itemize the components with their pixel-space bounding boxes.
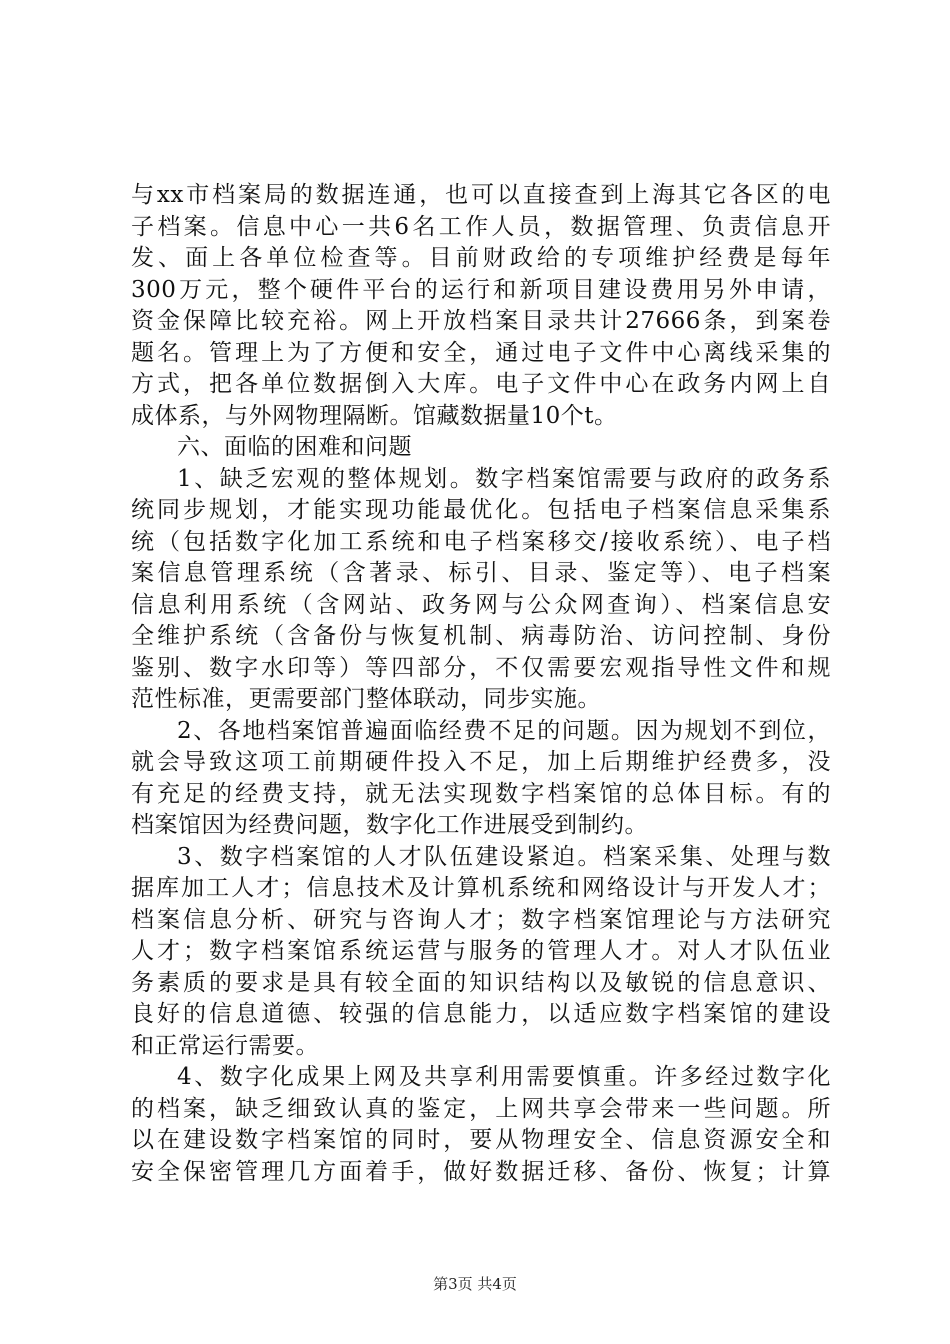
text-line: 和正常运行需要。 [131, 1032, 319, 1059]
text-line: 3、数字档案馆的人才队伍建设紧迫。档案采集、处理与数 [177, 843, 831, 870]
text-line: 全维护系统（含备份与恢复机制、病毒防治、访问控制、身份 [131, 623, 831, 649]
text-line: 六、面临的困难和问题 [177, 434, 412, 460]
paragraph [131, 716, 831, 842]
text-line: 方式，把各单位数据倒入大库。电子文件中心在政务内网上自 [131, 371, 831, 397]
text-line: 安全保密管理几方面着手，做好数据迁移、备份、恢复；计算 [131, 1158, 831, 1185]
text-line: 据库加工人才；信息技术及计算机系统和网络设计与开发人才； [131, 875, 831, 901]
text-line: 档案信息分析、研究与咨询人才；数字档案馆理论与方法研究 [131, 906, 831, 933]
text-line: 统同步规划，才能实现功能最优化。包括电子档案信息采集系 [131, 497, 831, 523]
text-line: 档案馆因为经费问题，数字化工作进展受到制约。 [131, 812, 648, 838]
paragraph [131, 464, 831, 716]
text-line: 以在建设数字档案馆的同时，要从物理安全、信息资源安全和 [131, 1127, 831, 1153]
paragraph [131, 1062, 831, 1188]
text-line: 300万元，整个硬件平台的运行和新项目建设费用另外申请， [131, 276, 831, 303]
text-line: 题名。管理上为了方便和安全，通过电子文件中心离线采集的 [131, 339, 831, 366]
body-text [131, 180, 831, 1188]
text-line: 范性标准，更需要部门整体联动，同步实施。 [131, 686, 601, 712]
text-line: 4、数字化成果上网及共享利用需要慎重。许多经过数字化 [177, 1064, 831, 1090]
text-line: 发、面上各单位检查等。目前财政给的专项维护经费是每年 [131, 245, 831, 271]
text-line: 鉴别、数字水印等）等四部分，不仅需要宏观指导性文件和规 [131, 654, 831, 681]
text-line: 的档案，缺乏细致认真的鉴定，上网共享会带来一些问题。所 [131, 1095, 831, 1122]
text-line: 就会导致这项工前期硬件投入不足，加上后期维护经费多，没 [131, 749, 831, 775]
text-line: 子档案。信息中心一共6名工作人员，数据管理、负责信息开 [131, 213, 831, 240]
text-line: 1、缺乏宏观的整体规划。数字档案馆需要与政府的政务系 [177, 465, 831, 492]
text-line: 统（包括数字化加工系统和电子档案移交/接收系统）、电子档 [131, 528, 831, 555]
text-line: 有充足的经费支持，就无法实现数字档案馆的总体目标。有的 [131, 780, 831, 807]
text-line: 资金保障比较充裕。网上开放档案目录共计27666条，到案卷 [131, 308, 831, 334]
page-footer: 第3页 共4页 [433, 1275, 517, 1293]
text-line: 2、各地档案馆普遍面临经费不足的问题。因为规划不到位， [177, 717, 831, 744]
text-line: 人才；数字档案馆系统运营与服务的管理人才。对人才队伍业 [131, 938, 831, 964]
text-line: 信息利用系统（含网站、政务网与公众网查询）、档案信息安 [131, 591, 831, 618]
text-line: 务素质的要求是具有较全面的知识结构以及敏锐的信息意识、 [131, 969, 831, 996]
text-line: 成体系，与外网物理隔断。馆藏数据量10个t。 [131, 402, 618, 429]
paragraph [131, 842, 831, 1063]
text-line: 良好的信息道德、较强的信息能力，以适应数字档案馆的建设 [131, 1001, 831, 1027]
paragraph [131, 180, 831, 432]
paragraph [131, 432, 831, 464]
text-line: 案信息管理系统（含著录、标引、目录、鉴定等）、电子档案 [131, 560, 831, 586]
text-line: 与xx市档案局的数据连通，也可以直接查到上海其它各区的电 [131, 182, 831, 208]
